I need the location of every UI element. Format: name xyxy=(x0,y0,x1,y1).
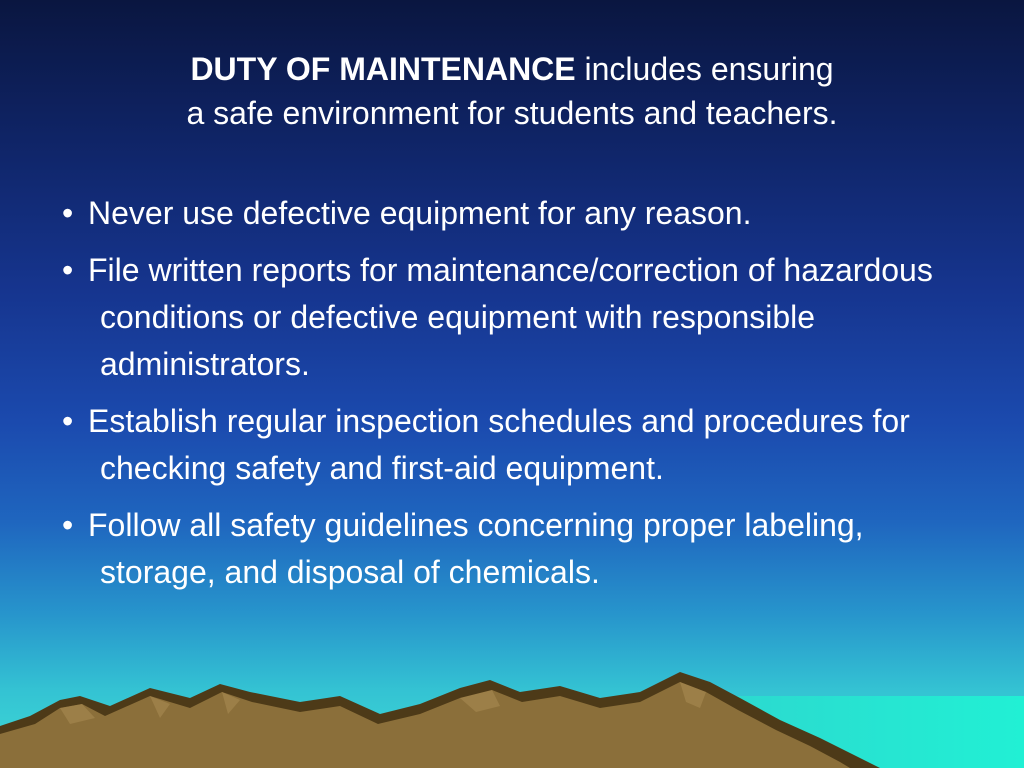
bullet-glyph: • xyxy=(62,403,74,439)
bullet-text: Never use defective equipment for any reason. xyxy=(88,195,752,231)
bullet-glyph: • xyxy=(62,195,74,231)
bullet-text: Follow all safety guidelines concerning proper labeling, storage, and disposal of chemicals. xyxy=(88,507,864,590)
title-emphasis: DUTY OF MAINTENANCE xyxy=(190,51,576,87)
bullet-glyph: • xyxy=(62,252,74,288)
bullet-item xyxy=(62,247,982,388)
bullet-text: Establish regular inspection schedules and procedures for checking safety and first-aid equipment. xyxy=(88,403,910,486)
bullet-item xyxy=(62,190,982,237)
bullet-glyph: • xyxy=(62,507,74,543)
bullet-item xyxy=(62,398,982,492)
mountain-range-illustration xyxy=(0,658,1024,768)
bullet-text: File written reports for maintenance/correction of hazardous conditions or defective equipment with responsible administrators. xyxy=(88,252,933,382)
title-line2: a safe environment for students and teachers. xyxy=(186,95,838,131)
bullet-list xyxy=(62,190,982,606)
bullet-item xyxy=(62,502,982,596)
slide-title xyxy=(0,47,1024,135)
title-line1-rest: includes ensuring xyxy=(575,51,834,87)
